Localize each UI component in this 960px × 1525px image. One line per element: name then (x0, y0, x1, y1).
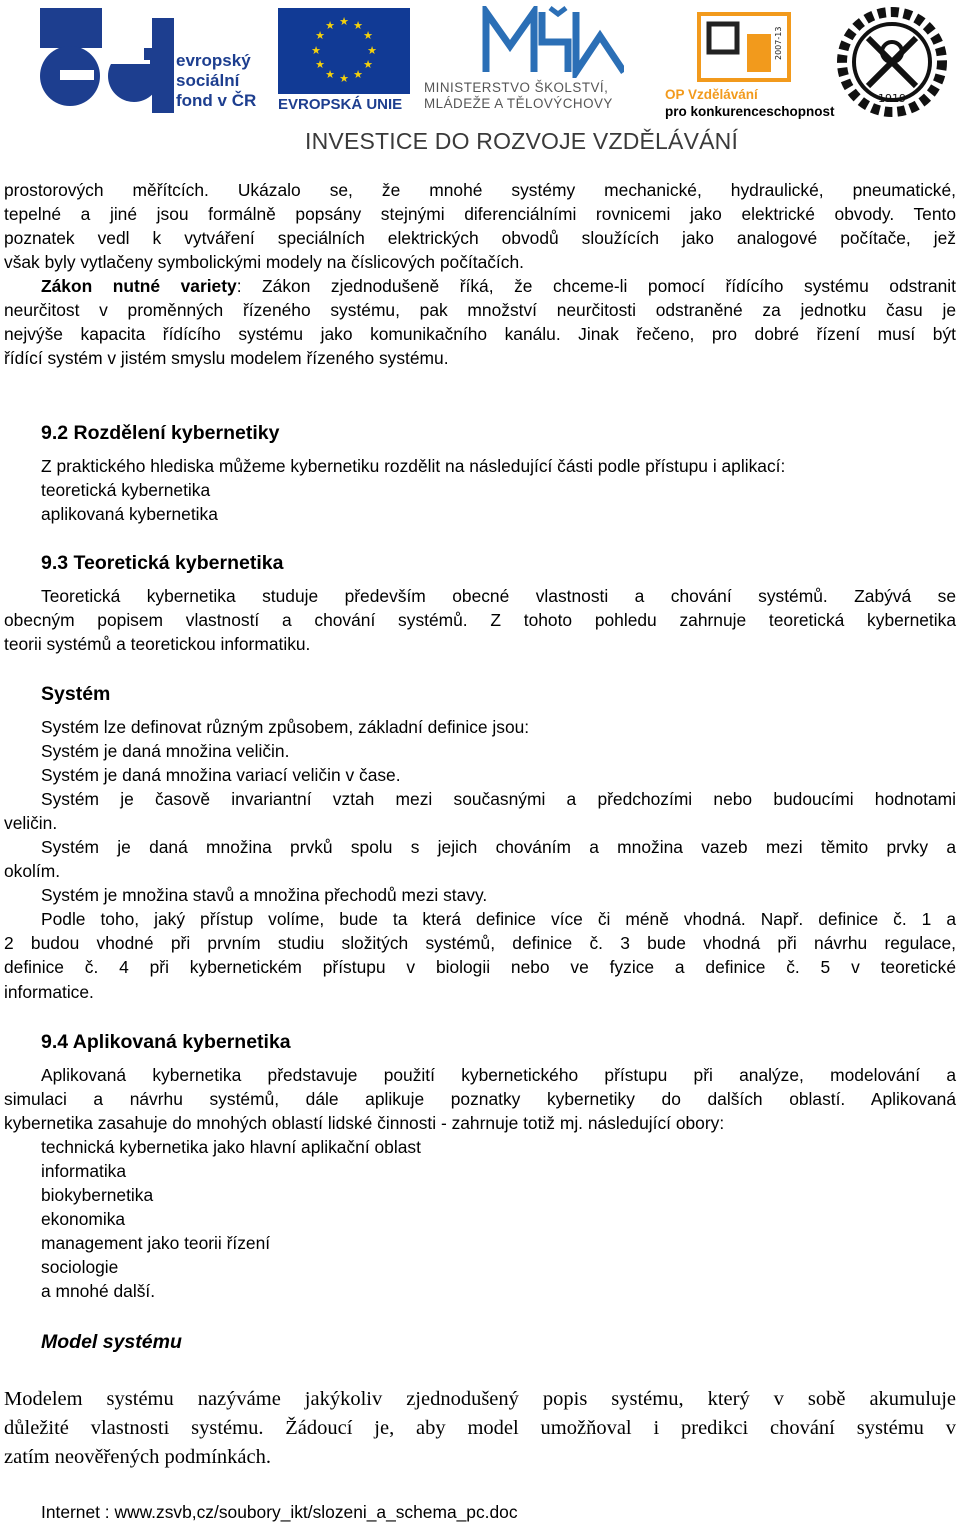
list-item: sociologie (41, 1257, 119, 1277)
op-year: 2007-13 (774, 26, 783, 60)
text-line: okolím. (4, 861, 61, 881)
svg-text:★: ★ (325, 68, 335, 81)
variety-text: : Zákon zjednodušeně říká, že chceme-li pomocí řídícího systému odstranit (236, 276, 956, 296)
section-heading: 9.2 Rozdělení kybernetiky (41, 422, 280, 444)
op-mark-icon (695, 10, 795, 84)
text-line: informatice. (4, 982, 94, 1002)
esf-text-line: sociální (176, 71, 240, 90)
svg-text:★: ★ (325, 19, 335, 32)
text-line: teorii systémů a teoretickou informatiku. (4, 634, 311, 654)
text-line: definice č. 4 při kybernetickém přístupu v biologii nebo ve fyzice a definice č. 5 v teoretické (4, 957, 956, 977)
eu-logo (278, 8, 410, 116)
esf-text-line: fond v ČR (176, 91, 257, 110)
gear-seal-icon (832, 2, 952, 122)
esf-logo (40, 8, 270, 113)
list-item: aplikovaná kybernetika (41, 504, 218, 524)
msmt-logo (424, 6, 654, 118)
op-logo (665, 10, 835, 119)
text-line: simulaci a návrhu systémů, dále aplikuje poznatky kybernetiky do dalších oblastí. Aplikovaná (4, 1089, 956, 1109)
seal-year: 1919 (878, 92, 906, 105)
list-item: management jako teorii řízení (41, 1233, 271, 1253)
text-line: Modelem systému nazýváme jakýkoliv zjednodušený popis systému, který v sobě akumuluje (4, 1388, 956, 1410)
msmt-mark-icon (424, 6, 624, 78)
list-item: technická kybernetika jako hlavní aplikační oblast (41, 1137, 421, 1157)
text-line: Systém je daná množina prvků spolu s jejich chováním a množina vazeb mezi těmito prvky a (41, 837, 956, 857)
text-line: Systém je množina stavů a množina přechodů mezi stavy. (41, 885, 488, 905)
header-logos (0, 0, 960, 160)
text-line: nejvýše kapacita řídícího systému jako komunikačního kanálu. Jinak řečeno, pro dobré řízení musí být (4, 324, 956, 344)
text-line: Systém je daná množina variací veličin v čase. (41, 765, 401, 785)
esf-mark-icon (40, 8, 175, 113)
text-line: 2 budou vhodné při prvním studiu složitých systémů, definice č. 3 bude vhodná při návrhu regulace, (4, 933, 956, 953)
list-item: informatika (41, 1161, 127, 1181)
op-line: OP Vzdělávání (665, 87, 758, 102)
svg-text:★: ★ (353, 19, 363, 32)
text-line: Teoretická kybernetika studuje především obecné vlastnosti a chování systémů. Zabývá se (41, 586, 956, 606)
op-line: pro konkurenceschopnost (665, 104, 835, 119)
text-line: řídící systém v jistém smyslu modelem řízeného systému. (4, 348, 449, 368)
text-line: Systém lze definovat různým způsobem, základní definice jsou: (41, 717, 530, 737)
eu-flag-icon (278, 8, 410, 94)
svg-text:★: ★ (315, 29, 325, 42)
list-item: teoretická kybernetika (41, 480, 211, 500)
text-line: neurčitost v proměnných řízeného systému, pak množství neurčitosti odstraněné za jednotku času je (4, 300, 956, 320)
variety-term: Zákon nutné variety (41, 276, 237, 296)
subsection-heading: Model systému (41, 1331, 182, 1353)
variety-line (41, 274, 956, 298)
text-line: Aplikovaná kybernetika představuje použití kybernetického přístupu při analýze, modelování a (41, 1065, 956, 1085)
svg-text:★: ★ (363, 58, 373, 71)
footer-link[interactable]: Internet : www.zsvb,cz/soubory_ikt/slozeni_a_schema_pc.doc (41, 1502, 518, 1522)
list-item: ekonomika (41, 1209, 126, 1229)
svg-text:★: ★ (353, 68, 363, 81)
text-line: prostorových měřítcích. Ukázalo se, že mnohé systémy mechanické, hydraulické, pneumatické, (4, 180, 956, 200)
msmt-line: MLÁDEŽE A TĚLOVÝCHOVY (424, 96, 613, 111)
eu-label: EVROPSKÁ UNIE (278, 96, 403, 113)
subsection-heading: Systém (41, 683, 111, 705)
text-line: zatím neověřených podmínkách. (4, 1446, 271, 1468)
svg-text:★: ★ (367, 44, 377, 57)
text-line: Systém je daná množina veličin. (41, 741, 290, 761)
text-line: obecným popisem vlastností a chování systémů. Z tohoto pohledu zahrnuje teoretická kybernetika (4, 610, 956, 630)
text-line: Systém je časově invariantní vztah mezi současnými a předchozími nebo budoucími hodnotami (41, 789, 956, 809)
text-line: tepelné a jiné jsou formálně popsány stejnými diferenciálními rovnicemi jako elektrické obvody. Tento (4, 204, 956, 224)
section-heading: 9.3 Teoretická kybernetika (41, 552, 284, 574)
section-heading: 9.4 Aplikovaná kybernetika (41, 1031, 291, 1053)
text-line: veličin. (4, 813, 58, 833)
esf-text-line: evropský (176, 51, 251, 70)
text-line: Z praktického hlediska můžeme kybernetiku rozdělit na následující části podle přístupu i aplikací: (41, 456, 786, 476)
list-item: a mnohé další. (41, 1281, 156, 1301)
text-line: poznatek vedl k vytváření speciálních elektrických obvodů sloužících jako analogové počítače, jež (4, 228, 956, 248)
msmt-line: MINISTERSTVO ŠKOLSTVÍ, (424, 80, 609, 95)
text-line: kybernetika zasahuje do mnohých oblastí lidské činnosti - zahrnuje totiž mj. následující obory: (4, 1113, 725, 1133)
svg-text:★: ★ (339, 72, 349, 85)
text-line: důležité vlastnosti systému. Žádoucí je, aby model umožňoval i predikci chování systému v (4, 1417, 956, 1439)
list-item: biokybernetika (41, 1185, 154, 1205)
text-line: Podle toho, jaký přístup volíme, bude ta která definice více či méně vhodná. Např. definice č. 1 a (41, 909, 956, 929)
tagline: INVESTICE DO ROZVOJE VZDĚLÁVÁNÍ (305, 128, 739, 154)
text-line: však byly vytlačeny symbolickými modely na číslicových počítačích. (4, 252, 524, 272)
svg-text:★: ★ (311, 44, 321, 57)
school-seal (832, 2, 952, 122)
svg-text:★: ★ (339, 15, 349, 28)
svg-text:★: ★ (315, 58, 325, 71)
svg-text:★: ★ (363, 29, 373, 42)
